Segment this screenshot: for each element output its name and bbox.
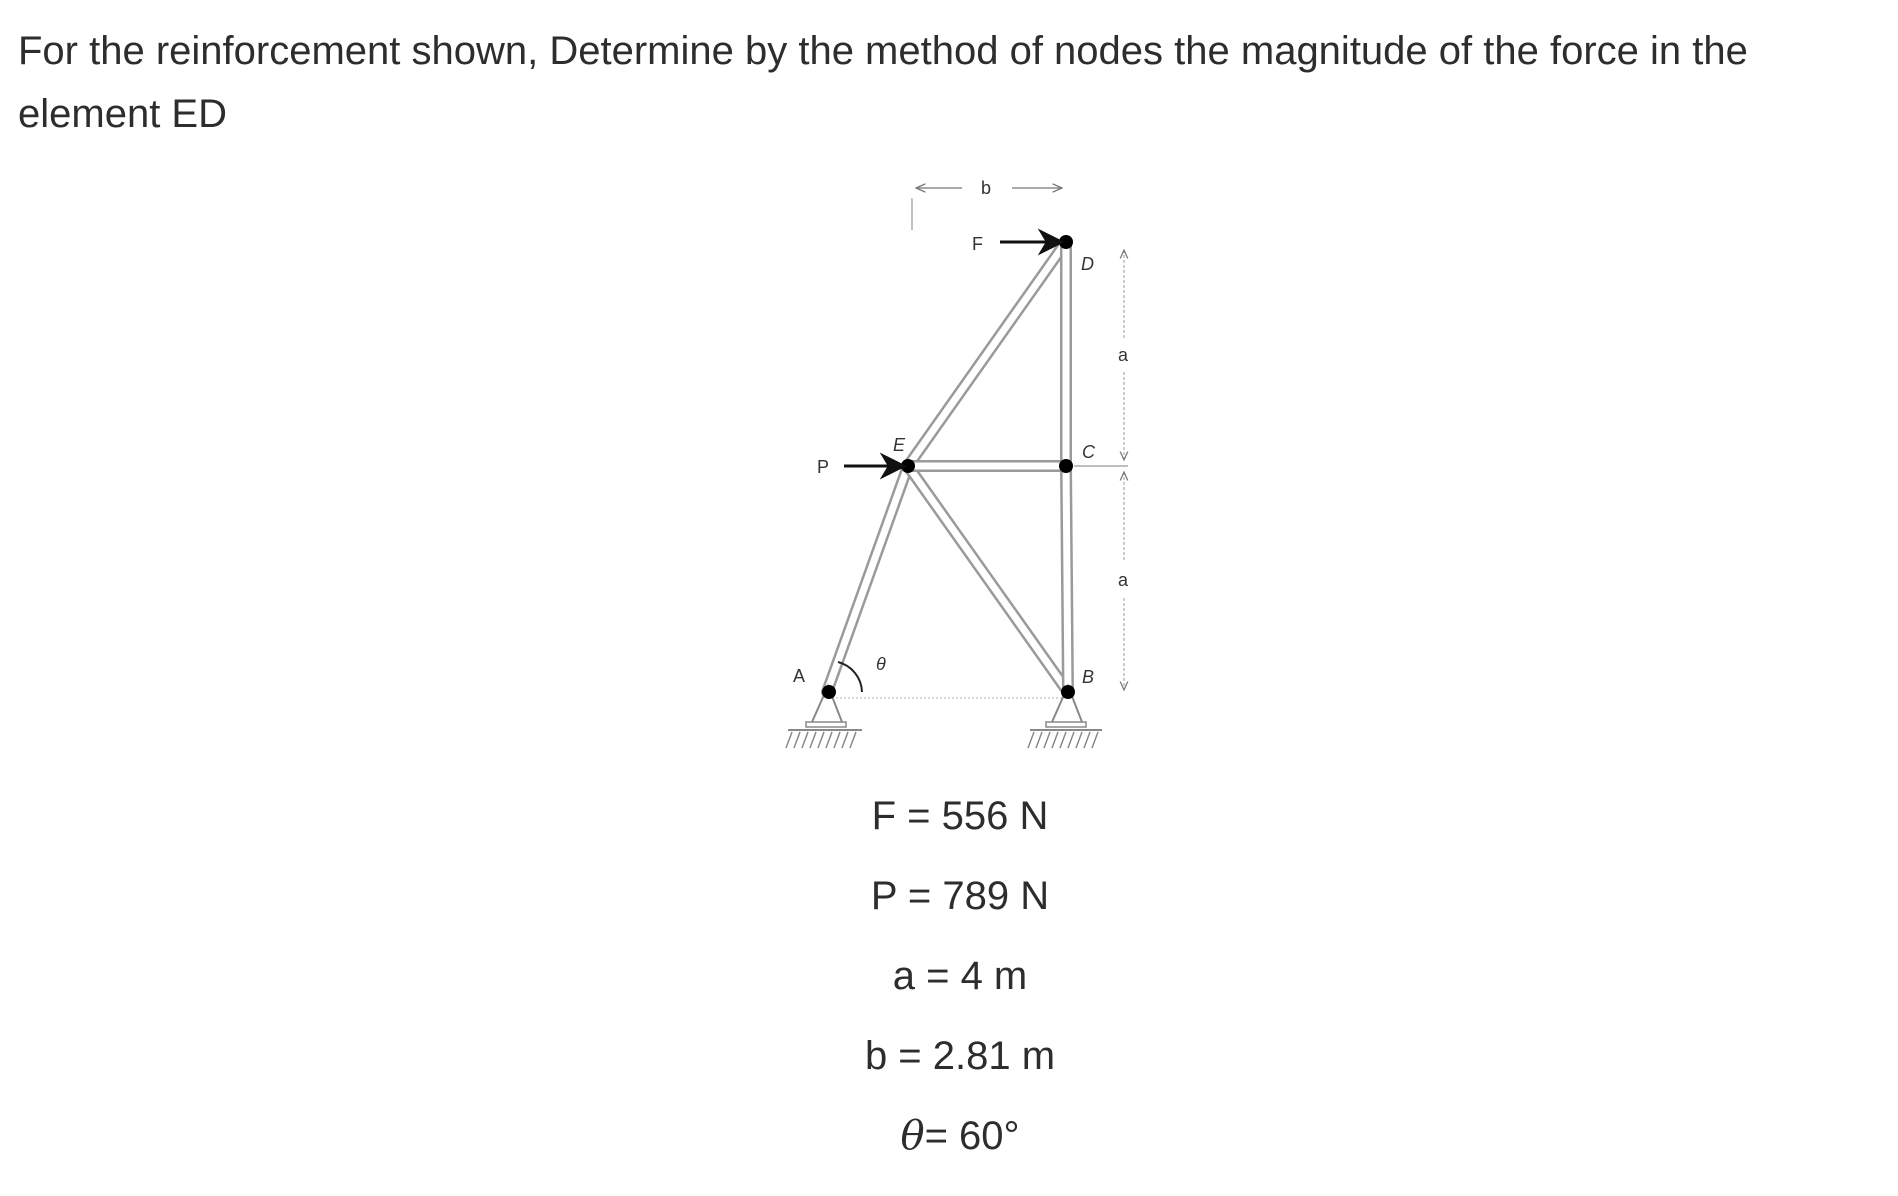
label-e: E bbox=[893, 435, 906, 455]
given-p: P = 789 N bbox=[870, 874, 1050, 918]
label-c: C bbox=[1082, 442, 1095, 462]
member-ae bbox=[827, 466, 908, 692]
label-a-bottom: a bbox=[1118, 570, 1129, 590]
label-a-top: a bbox=[1118, 345, 1129, 365]
given-theta bbox=[760, 1110, 1160, 1190]
question-text: For the reinforcement shown, Determine by the method of nodes the magnitude of the force in the element ED bbox=[18, 29, 1748, 136]
theta-value: = 60° bbox=[924, 1114, 1020, 1158]
theta-symbol: θ bbox=[900, 1113, 925, 1159]
given-values bbox=[760, 790, 1160, 1190]
dimension-a bbox=[1074, 250, 1128, 690]
label-b-dim: b bbox=[981, 178, 992, 198]
label-theta: θ bbox=[876, 654, 886, 674]
label-b-node: B bbox=[1082, 667, 1095, 687]
member-eb bbox=[908, 466, 1068, 692]
member-cb bbox=[1066, 466, 1068, 692]
member-ed bbox=[908, 242, 1066, 466]
node-a bbox=[822, 685, 836, 699]
label-a-node: A bbox=[793, 666, 806, 686]
node-b bbox=[1061, 685, 1075, 699]
given-f: F = 556 N bbox=[871, 794, 1049, 838]
label-f: F bbox=[972, 234, 983, 254]
node-c bbox=[1059, 459, 1073, 473]
label-d: D bbox=[1081, 254, 1094, 274]
label-p: P bbox=[817, 457, 830, 477]
given-b: b = 2.81 m bbox=[864, 1034, 1056, 1078]
given-a: a = 4 m bbox=[892, 954, 1028, 998]
